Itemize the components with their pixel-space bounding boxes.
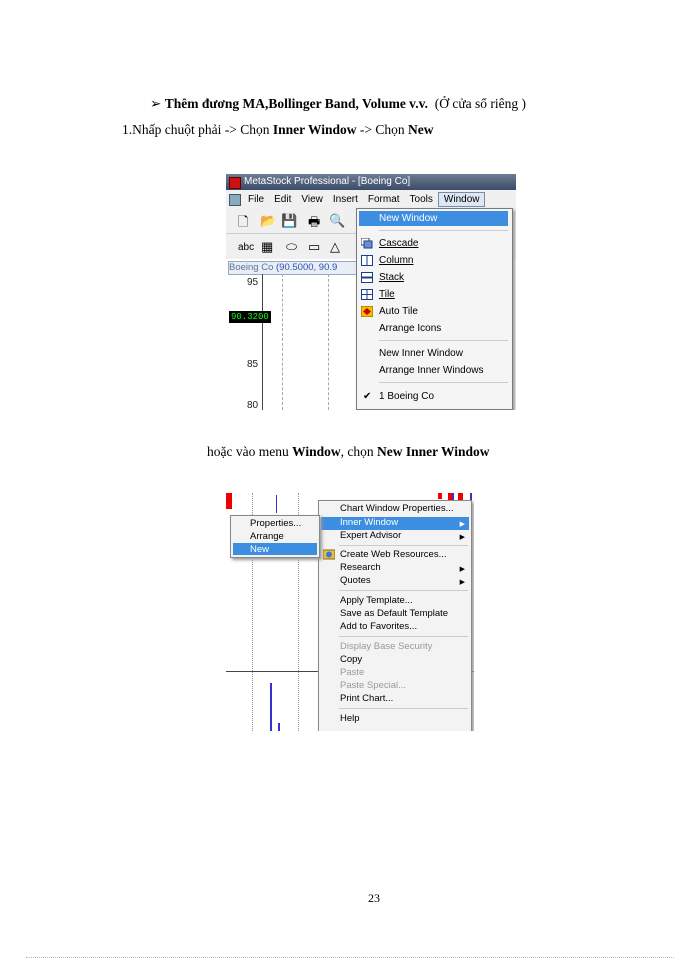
menu-item-print-chart[interactable]: Print Chart...: [340, 693, 394, 704]
stack-icon: [361, 272, 373, 283]
menu-highlight: [233, 543, 317, 555]
menu-item-expert-advisor[interactable]: Expert Advisor: [340, 530, 402, 541]
step1-bold-1: Inner Window: [272, 122, 357, 137]
step1-text-1: 1.Nhấp chuột phải ->: [122, 122, 241, 137]
text-tool-icon[interactable]: abc: [238, 242, 255, 253]
menu-item-boeing-co[interactable]: 1 Boeing Co: [379, 391, 435, 402]
menu-item-quotes[interactable]: Quotes: [340, 575, 371, 586]
print-preview-icon[interactable]: 🔍: [329, 213, 346, 228]
auto-tile-icon: [361, 306, 373, 317]
menu-format[interactable]: Format: [367, 194, 400, 205]
menu-separator: [339, 545, 468, 546]
step2-text-2: , chọn: [340, 444, 377, 459]
menu-item-chart-window-properties[interactable]: Chart Window Properties...: [340, 503, 454, 514]
submenu-arrow-icon: ▶: [459, 534, 465, 541]
menu-separator: [339, 590, 468, 591]
menu-edit[interactable]: Edit: [274, 194, 292, 205]
rectangle-icon[interactable]: ▭: [308, 239, 321, 254]
menu-item-arrange-inner-windows[interactable]: Arrange Inner Windows: [379, 365, 484, 376]
section-heading: [150, 96, 526, 112]
heading-bullet: ➢: [150, 96, 162, 111]
volume-bar: [278, 723, 280, 731]
menu-item-inner-window[interactable]: Inner Window: [340, 517, 399, 528]
menu-item-new-inner-window[interactable]: New Inner Window: [379, 348, 463, 359]
step2-bold-2: New Inner Window: [377, 444, 490, 459]
price-bar: [438, 493, 442, 499]
step1-bold-2: New: [408, 122, 434, 137]
submenu-arrow-icon: ▶: [459, 566, 465, 573]
document-menu-icon[interactable]: [229, 194, 241, 206]
menu-item-auto-tile[interactable]: Auto Tile: [379, 306, 418, 317]
submenu-arrow-icon: ▶: [459, 521, 465, 528]
menu-separator: [339, 636, 468, 637]
chart-values: (90.5000, 90.9: [276, 262, 338, 273]
heading-normal: (Ở cửa sổ riêng ): [434, 96, 526, 111]
ellipse-icon[interactable]: ⬭: [286, 239, 298, 254]
grid-line: [328, 274, 329, 410]
chart-header: [228, 261, 358, 275]
metastock-app-icon: [229, 177, 241, 189]
title-bar: [226, 174, 516, 190]
price-bar: [226, 493, 232, 509]
inner-window-submenu: [230, 515, 320, 558]
menu-insert[interactable]: Insert: [332, 194, 358, 205]
check-icon: ✔: [363, 391, 372, 402]
open-folder-icon[interactable]: 📂: [260, 213, 277, 228]
context-menu-screenshot: [226, 493, 474, 731]
print-icon[interactable]: 🖶: [308, 214, 321, 229]
submenu-arrow-icon: ▶: [459, 579, 465, 586]
grid-icon[interactable]: ▦: [261, 239, 274, 254]
menu-item-paste: Paste: [340, 667, 365, 678]
grid-line: [282, 274, 283, 410]
step1-text-2: Chọn: [240, 122, 273, 137]
metastock-window-screenshot: [226, 174, 516, 410]
menu-file[interactable]: File: [248, 194, 265, 205]
submenu-item-properties[interactable]: Properties...: [250, 518, 302, 529]
menu-item-tile[interactable]: Tile: [379, 289, 395, 300]
drawing-toolbar: [226, 235, 358, 260]
window-dropdown-menu: [356, 208, 513, 410]
window-title: MetaStock Professional - [Boeing Co]: [244, 176, 411, 187]
menu-item-column[interactable]: Column: [379, 255, 414, 266]
menu-separator: [379, 230, 508, 231]
tile-icon: [361, 289, 373, 300]
step2-text-1: hoặc vào menu: [207, 444, 293, 459]
chart-context-menu: [318, 500, 472, 731]
submenu-item-new[interactable]: New: [250, 544, 270, 555]
standard-toolbar: [226, 209, 358, 234]
y-tick-95: 95: [247, 277, 259, 288]
menu-item-help[interactable]: Help: [340, 713, 360, 724]
price-label: 90.3200: [231, 312, 269, 322]
menu-item-research[interactable]: Research: [340, 562, 381, 573]
menu-item-add-to-favorites[interactable]: Add to Favorites...: [340, 621, 418, 632]
menu-item-display-base-security: Display Base Security: [340, 641, 433, 652]
menu-item-paste-special: Paste Special...: [340, 680, 407, 691]
page-number: 23: [368, 891, 380, 905]
menu-bar: [226, 191, 516, 207]
submenu-item-arrange[interactable]: Arrange: [250, 531, 284, 542]
menu-item-new-window[interactable]: New Window: [379, 213, 438, 224]
menu-item-apply-template[interactable]: Apply Template...: [340, 595, 413, 606]
menu-item-arrange-icons[interactable]: Arrange Icons: [379, 323, 442, 334]
new-file-icon[interactable]: 🗋: [238, 214, 249, 229]
triangle-icon[interactable]: △: [330, 239, 340, 254]
step1-text-3: -> Chọn: [356, 122, 409, 137]
cascade-icon: [361, 238, 373, 249]
menu-item-copy[interactable]: Copy: [340, 654, 363, 665]
y-tick-85: 85: [247, 359, 259, 370]
menu-separator: [379, 340, 508, 341]
menu-tools[interactable]: Tools: [409, 194, 433, 205]
menu-separator: [379, 382, 508, 383]
chart-security-name: Boeing Co: [229, 262, 277, 273]
column-icon: [361, 255, 373, 266]
menu-item-create-web-resources[interactable]: Create Web Resources...: [340, 549, 447, 560]
web-resources-icon: [323, 549, 335, 563]
menu-item-save-default-template[interactable]: Save as Default Template: [340, 608, 449, 619]
step-2-instruction: [207, 444, 490, 460]
y-axis: [262, 274, 263, 410]
menu-view[interactable]: View: [301, 194, 323, 205]
y-tick-80: 80: [247, 400, 259, 410]
menu-window[interactable]: Window: [438, 192, 486, 207]
step2-bold-1: Window: [292, 444, 341, 459]
menu-separator: [339, 708, 468, 709]
page-footer-line: [26, 957, 674, 958]
volume-bar: [270, 683, 272, 731]
menu-item-stack[interactable]: Stack: [379, 272, 405, 283]
step-1-instruction: [122, 122, 434, 138]
heading-bold: Thêm đương MA,Bollinger Band, Volume v.v.: [164, 96, 428, 111]
price-bar: [276, 495, 277, 513]
save-icon[interactable]: 💾: [281, 213, 298, 228]
menu-item-cascade[interactable]: Cascade: [379, 238, 419, 249]
